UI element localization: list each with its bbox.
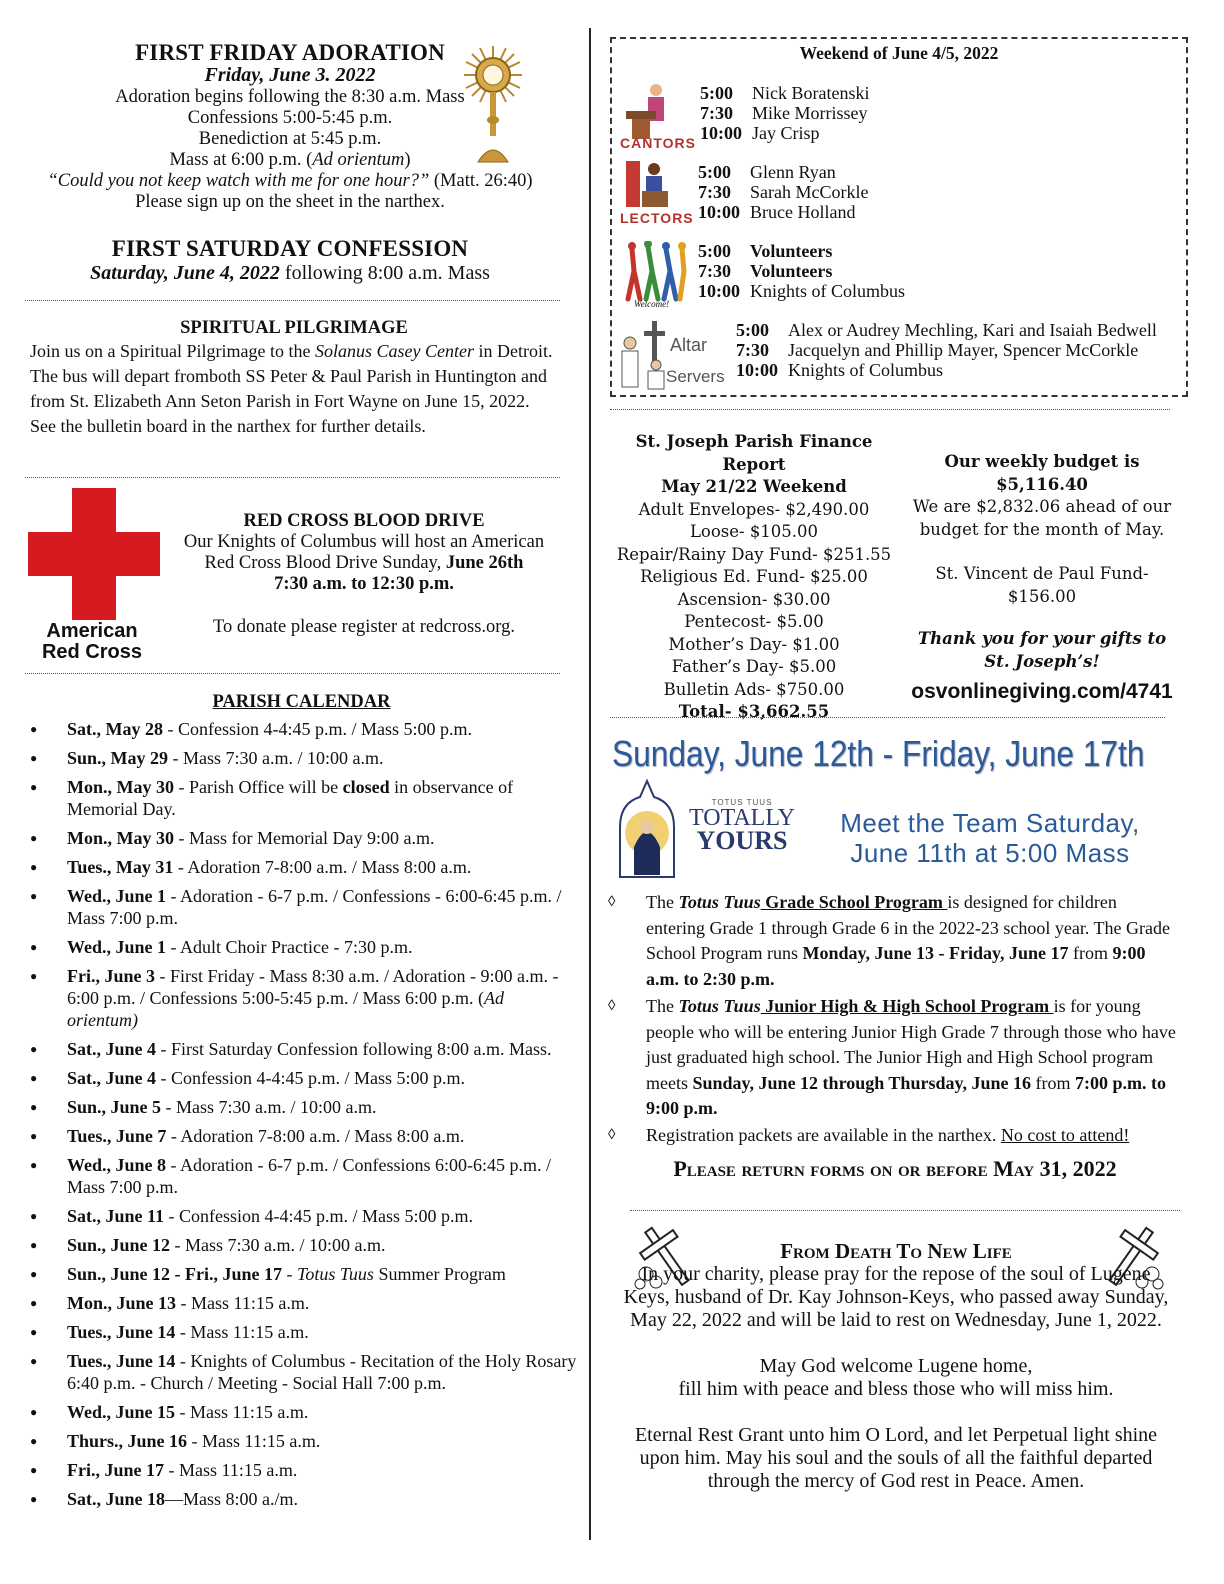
divider bbox=[610, 409, 1170, 410]
blood-drive-title: RED CROSS BLOOD DRIVE bbox=[243, 511, 485, 531]
adoration-line1: Adoration begins following the 8:30 a.m. Mass bbox=[115, 87, 465, 107]
grade-school-bullet: ◊ The Totus Tuus Grade School Program is designed for children entering Grade 1 through Grade 6 in the 2022-23 school year. The Grade School Program runs Monday, June 13 - Friday, June 17 from 9:00 a.m. to 2:30 p.m. bbox=[608, 892, 1171, 989]
cantors-row: 5:00 Nick Boratenski bbox=[700, 83, 870, 103]
totus-tuus-dates-banner: Sunday, June 12th - Friday, June 17th bbox=[612, 733, 1145, 774]
red-cross-logo-text: American Red Cross bbox=[41, 620, 143, 663]
finance-line: Mother’s Day- $1.00 bbox=[668, 634, 840, 654]
meet-the-team: Meet the Team Saturday, June 11th at 5:00 Mass bbox=[840, 808, 1140, 868]
finance-report bbox=[614, 431, 894, 724]
calendar-item: ● Tues., May 31 - Adoration 7-8:00 a.m. / Mass 8:00 a.m. bbox=[30, 856, 578, 878]
eternal-rest-prayer: Eternal Rest Grant unto him O Lord, and let Perpetual light shine upon him. May his soul and the souls of all the faithful departed through the mercy of God rest in Peace. Amen. bbox=[634, 1424, 1158, 1492]
schedule-title: Weekend of June 4/5, 2022 bbox=[799, 43, 999, 63]
adoration-date: Friday, June 3. 2022 bbox=[204, 64, 376, 86]
calendar-item: ● Mon., May 30 - Mass for Memorial Day 9:00 a.m. bbox=[30, 827, 578, 849]
prayer-line1: May God welcome Lugene home, bbox=[759, 1355, 1033, 1377]
calendar-item: ● Wed., June 1 - Adult Choir Practice - 7:30 p.m. bbox=[30, 936, 578, 958]
confession-date: Saturday, June 4, 2022 following 8:00 a.m. Mass bbox=[90, 262, 490, 284]
totally-yours-logo: TOTUS TUUS TOTALLY YOURS bbox=[689, 798, 795, 855]
blood-drive-time: 7:30 a.m. to 12:30 p.m. bbox=[274, 574, 454, 594]
calendar-item: ● Tues., June 7 - Adoration 7-8:00 a.m. / Mass 8:00 a.m. bbox=[30, 1125, 578, 1147]
cantors-row: 10:00 Jay Crisp bbox=[700, 123, 820, 143]
calendar-item: ● Mon., May 30 - Parish Office will be closed in observance of Memorial Day. bbox=[30, 776, 578, 820]
blood-drive-register: To donate please register at redcross.org. bbox=[213, 617, 515, 637]
adoration-line4: Mass at 6:00 p.m. (Ad orientum) bbox=[169, 150, 411, 170]
high-school-bullet: ◊ The Totus Tuus Junior High & High School Program is for young people who will be entering Junior High Grade 7 through those who have just graduated high school. The Junior High and High School program meets Sunday, June 12 through Thursday, June 16 from 7:00 p.m. to 9:00 p.m. bbox=[608, 996, 1176, 1118]
death-text: In your charity, please pray for the repose of the soul of Lugene Keys, husband of Dr. Kay Johnson-Keys, who passed away Sunday, May 22, 2022 and will be laid to rest on Wednesday, June 1, 2022. bbox=[623, 1263, 1169, 1331]
ushers-row: 5:00 Volunteers bbox=[698, 241, 833, 261]
lectors-row: 7:30 Sarah McCorkle bbox=[698, 182, 869, 202]
cantors-schedule bbox=[700, 83, 869, 143]
confession-title: FIRST SATURDAY CONFESSION bbox=[111, 236, 469, 261]
ushers-row: 7:30 Volunteers bbox=[698, 261, 833, 281]
divider bbox=[25, 300, 560, 301]
lectors-row: 10:00 Bruce Holland bbox=[698, 202, 856, 222]
online-giving-link[interactable]: osvonlinegiving.com/4741 bbox=[911, 680, 1173, 703]
calendar-item: ● Fri., June 17 - Mass 11:15 a.m. bbox=[30, 1459, 578, 1481]
red-cross-icon bbox=[28, 488, 160, 620]
finance-line: Pentecost- $5.00 bbox=[684, 612, 824, 631]
calendar-title: PARISH CALENDAR bbox=[212, 692, 391, 712]
divider bbox=[25, 673, 560, 674]
finance-line: Repair/Rainy Day Fund- $251.55 bbox=[616, 544, 892, 564]
divider bbox=[610, 717, 1165, 718]
finance-line: Ascension- $30.00 bbox=[677, 589, 831, 609]
calendar-item: ● Mon., June 13 - Mass 11:15 a.m. bbox=[30, 1292, 578, 1314]
calendar-item: ● Thurs., June 16 - Mass 11:15 a.m. bbox=[30, 1430, 578, 1452]
budget-section bbox=[908, 451, 1176, 704]
adoration-quote: “Could you not keep watch with me for one hour?” (Matt. 26:40) bbox=[47, 171, 533, 191]
confession-section bbox=[30, 236, 550, 285]
altar-servers-icon bbox=[616, 321, 672, 391]
calendar-item: ● Fri., June 3 - First Friday - Mass 8:30 a.m. / Adoration - 9:00 a.m. - 6:00 p.m. / Confessions 5:00-5:45 p.m. / Mass 6:00 p.m. (Ad orientum) bbox=[30, 965, 578, 1031]
adoration-line3: Benediction at 5:45 p.m. bbox=[198, 129, 382, 149]
calendar-item: ● Sat., June 4 - First Saturday Confession following 8:00 a.m. Mass. bbox=[30, 1038, 578, 1060]
column-divider bbox=[589, 28, 591, 1540]
adoration-line2: Confessions 5:00-5:45 p.m. bbox=[187, 108, 393, 128]
ushers-schedule bbox=[698, 241, 905, 301]
finance-line: Adult Envelopes- $2,490.00 bbox=[638, 499, 870, 519]
lectors-row: 5:00 Glenn Ryan bbox=[698, 162, 836, 182]
budget-title: Our weekly budget is $5,116.40 bbox=[944, 452, 1140, 494]
calendar-item: ● Wed., June 1 - Adoration - 6-7 p.m. / Confessions - 6:00-6:45 p.m. / Mass 7:00 p.m. bbox=[30, 885, 578, 929]
monstrance-icon bbox=[460, 42, 526, 166]
blood-drive-line2: Red Cross Blood Drive Sunday, June 26th bbox=[204, 553, 524, 573]
return-forms-notice: Please return forms on or before May 31, 2022 bbox=[673, 1156, 1117, 1181]
calendar-item: ● Sat., June 18—Mass 8:00 a./m. bbox=[30, 1488, 578, 1510]
welcome-ushers-icon bbox=[620, 241, 690, 303]
calendar-list bbox=[30, 718, 578, 1517]
calendar-item: ● Tues., June 14 - Mass 11:15 a.m. bbox=[30, 1321, 578, 1343]
calendar-item: ● Sun., June 12 - Mass 7:30 a.m. / 10:00 a.m. bbox=[30, 1234, 578, 1256]
adoration-title: FIRST FRIDAY ADORATION bbox=[135, 40, 445, 65]
divider bbox=[630, 1210, 1180, 1211]
altar-label: Altar bbox=[670, 335, 708, 355]
death-notice bbox=[612, 1240, 1180, 1493]
servers-row: 7:30 Jacquelyn and Phillip Mayer, Spencer McCorkle bbox=[736, 340, 1139, 360]
cantor-icon bbox=[618, 81, 676, 139]
finance-subtitle: May 21/22 Weekend bbox=[661, 477, 847, 496]
welcome-label: Welcome! bbox=[634, 299, 670, 309]
finance-line: Religious Ed. Fund- $25.00 bbox=[640, 567, 868, 586]
calendar-item: ● Sun., June 5 - Mass 7:30 a.m. / 10:00 a.m. bbox=[30, 1096, 578, 1118]
calendar-item: ● Sat., June 4 - Confession 4-4:45 p.m. / Mass 5:00 p.m. bbox=[30, 1067, 578, 1089]
servers-row: 10:00 Knights of Columbus bbox=[736, 360, 944, 380]
calendar-item: ● Sat., May 28 - Confession 4-4:45 p.m. / Mass 5:00 p.m. bbox=[30, 718, 578, 740]
finance-total: Total- $3,662.55 bbox=[678, 702, 830, 721]
death-title: From Death To New Life bbox=[780, 1239, 1012, 1263]
prayer-line2: fill him with peace and bless those who will miss him. bbox=[678, 1378, 1114, 1400]
divider bbox=[25, 477, 560, 478]
lectors-schedule bbox=[698, 162, 868, 222]
finance-line: Father’s Day- $5.00 bbox=[671, 657, 837, 676]
cantors-row: 7:30 Mike Morrissey bbox=[700, 103, 868, 123]
servers-row: 5:00 Alex or Audrey Mechling, Kari and Isaiah Bedwell bbox=[736, 320, 1157, 340]
servers-schedule bbox=[736, 320, 1157, 380]
cantors-label: CANTORS bbox=[620, 135, 696, 151]
ministry-schedule bbox=[610, 37, 1188, 397]
finance-line: Bulletin Ads- $750.00 bbox=[663, 679, 845, 699]
calendar-item: ● Sat., June 11 - Confession 4-4:45 p.m. / Mass 5:00 p.m. bbox=[30, 1205, 578, 1227]
lector-icon bbox=[626, 159, 674, 209]
ushers-row: 10:00 Knights of Columbus bbox=[698, 281, 906, 301]
blood-drive-section bbox=[168, 511, 560, 638]
pilgrimage-title: SPIRITUAL PILGRIMAGE bbox=[180, 318, 408, 338]
finance-title: St. Joseph Parish Finance Report bbox=[635, 432, 873, 474]
thank-you: Thank you for your gifts to St. Joseph’s! bbox=[917, 629, 1167, 671]
calendar-item: ● Sun., June 12 - Fri., June 17 - Totus Tuus Summer Program bbox=[30, 1263, 578, 1285]
registration-bullet: ◊ Registration packets are available in the narthex. No cost to attend! bbox=[608, 1125, 1130, 1145]
pilgrimage-text: Join us on a Spiritual Pilgrimage to the Solanus Casey Center in Detroit. The bus will depart fromboth SS Peter & Paul Parish in Huntington and from St. Elizabeth Ann Seton Parish in Fort Wayne on June 15, 2022. See the bulletin board in the narthex for further details. bbox=[30, 341, 553, 436]
finance-line: Loose- $105.00 bbox=[689, 522, 819, 541]
blood-drive-line1: Our Knights of Columbus will host an American bbox=[183, 532, 545, 552]
totus-tuus-logo-icon bbox=[608, 777, 686, 881]
calendar-item: ● Tues., June 14 - Knights of Columbus - Recitation of the Holy Rosary 6:40 p.m. - Church / Meeting - Social Hall 7:00 p.m. bbox=[30, 1350, 578, 1394]
adoration-line6: Please sign up on the sheet in the narthex. bbox=[135, 192, 445, 212]
svdp-fund: St. Vincent de Paul Fund- $156.00 bbox=[935, 564, 1149, 606]
calendar-item: ● Wed., June 15 - Mass 11:15 a.m. bbox=[30, 1401, 578, 1423]
pilgrimage-section bbox=[30, 318, 558, 439]
lectors-label: LECTORS bbox=[620, 210, 694, 226]
calendar-item: ● Wed., June 8 - Adoration - 6-7 p.m. / Confessions 6:00-6:45 p.m. / Mass 7:00 p.m. bbox=[30, 1154, 578, 1198]
servers-label: Servers bbox=[666, 367, 725, 386]
calendar-item: ● Sun., May 29 - Mass 7:30 a.m. / 10:00 a.m. bbox=[30, 747, 578, 769]
budget-text: We are $2,832.06 ahead of our budget for the month of May. bbox=[912, 497, 1172, 539]
